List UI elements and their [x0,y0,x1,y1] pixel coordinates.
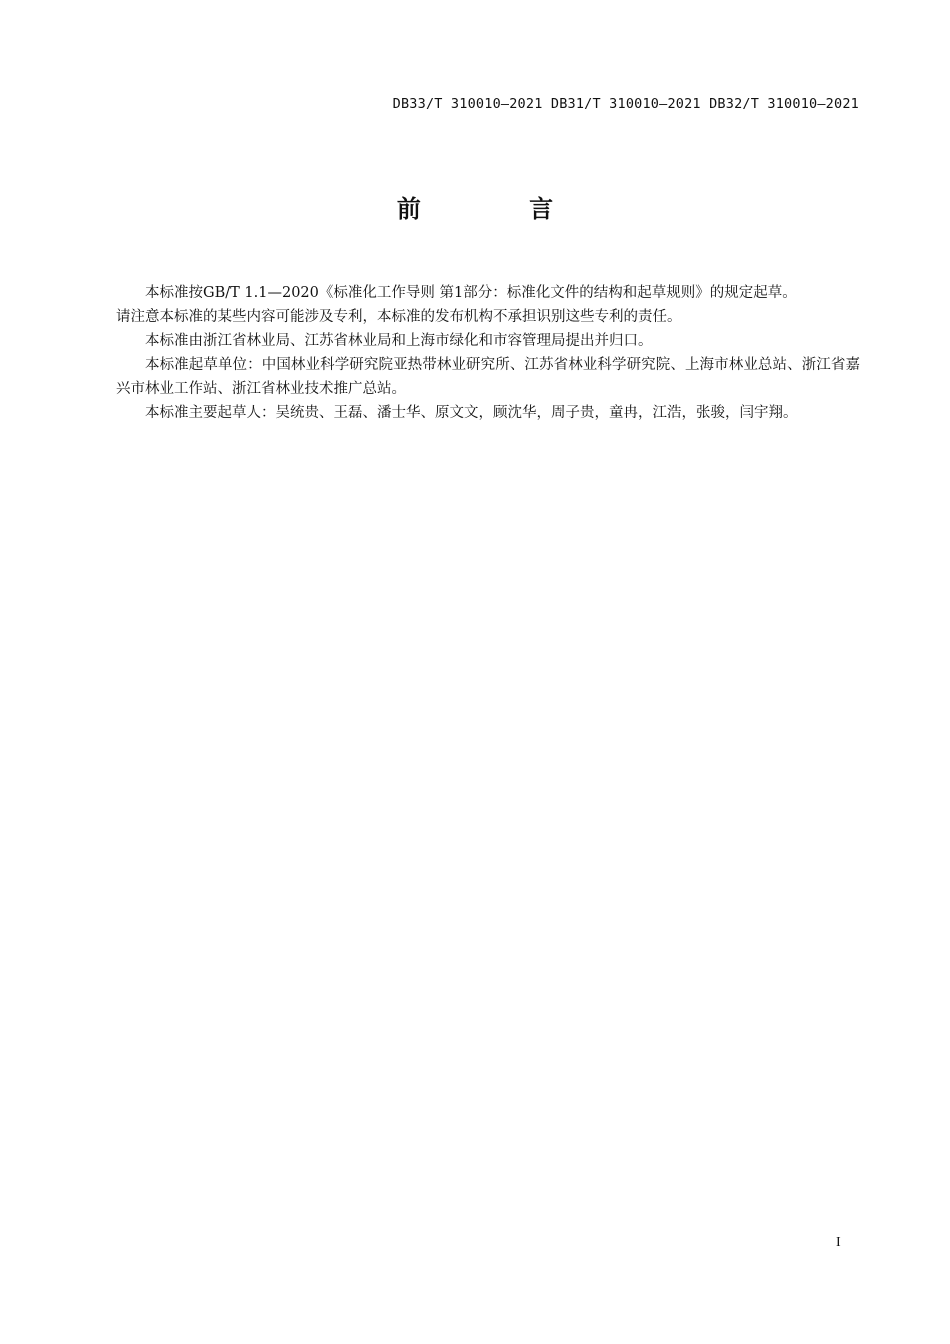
paragraph-patent-notice: 请注意本标准的某些内容可能涉及专利，本标准的发布机构不承担识别这些专利的责任。 [116,309,682,325]
document-body [116,281,860,425]
paragraph-drafting-units: 本标准起草单位：中国林业科学研究院亚热带林业研究所、江苏省林业科学研究院、上海市林业总站、浙江省嘉兴市林业工作站、浙江省林业技术推广总站。 [116,357,860,397]
paragraph-proposer: 本标准由浙江省林业局、江苏省林业局和上海市绿化和市容管理局提出并归口。 [145,333,653,349]
standard-code-header: DB33/T 310010—2021 DB31/T 310010—2021 DB32/T 310010—2021 [392,96,859,112]
paragraph-drafting-rules: 本标准按GB/T 1.1—2020《标准化工作导则 第1部分：标准化文件的结构和起草规则》的规定起草。 [145,285,797,301]
page-title: 前 言 [396,195,604,223]
page-number: I [836,1235,841,1250]
paragraph-drafters: 本标准主要起草人：吴统贵、王磊、潘士华、原文文，顾沈华，周子贵，童冉，江浩，张骏，闫宇翔。 [145,405,798,421]
